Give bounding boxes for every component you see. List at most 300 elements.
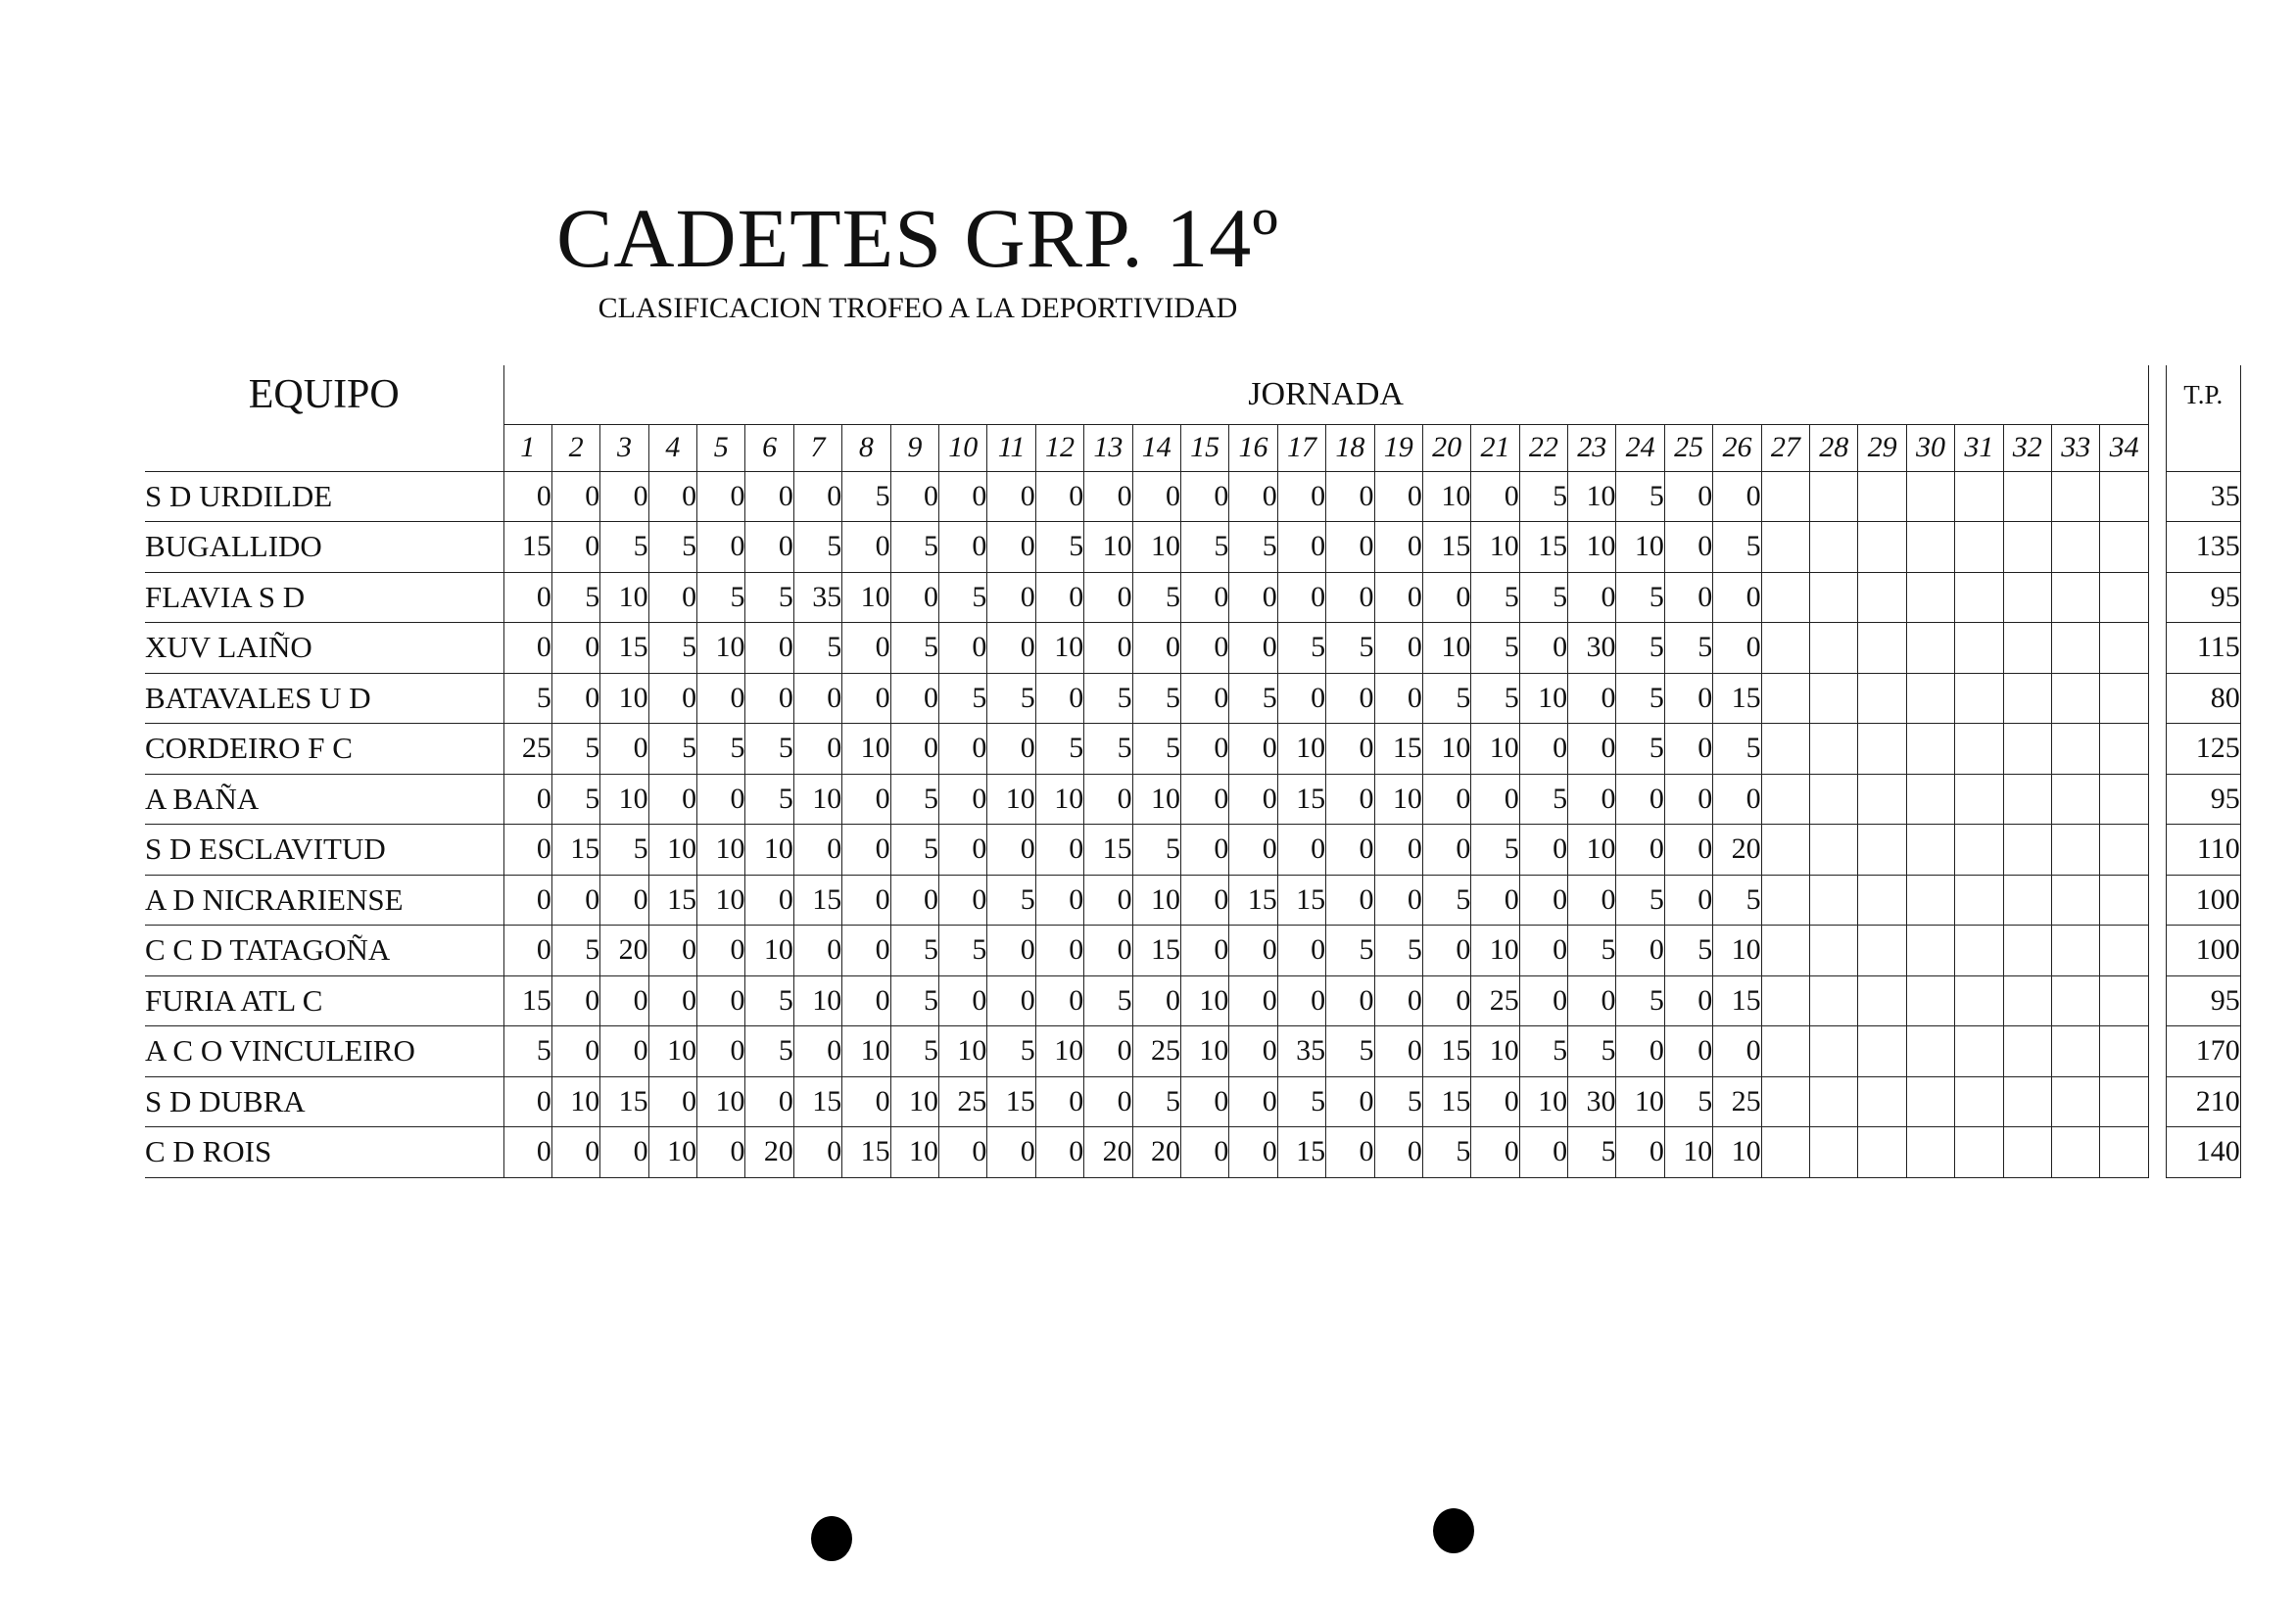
score-cell: 0 — [987, 522, 1035, 573]
round-number-header: 21 — [1471, 424, 1519, 471]
score-cell — [2100, 875, 2148, 926]
score-cell — [2052, 673, 2100, 724]
score-cell — [1858, 673, 1906, 724]
score-cell: 0 — [1519, 1127, 1567, 1178]
score-cell: 0 — [1180, 1076, 1228, 1127]
score-cell: 0 — [745, 875, 793, 926]
score-cell: 0 — [697, 522, 745, 573]
score-cell: 0 — [1277, 471, 1325, 522]
team-name: C D ROIS — [145, 1127, 503, 1178]
row-gap — [2148, 975, 2166, 1026]
score-cell: 0 — [503, 572, 551, 623]
total-points-cell: 95 — [2166, 572, 2240, 623]
score-cell: 0 — [697, 1127, 745, 1178]
score-cell: 5 — [842, 471, 890, 522]
score-cell: 5 — [745, 724, 793, 775]
score-cell: 5 — [745, 1026, 793, 1077]
score-cell: 5 — [551, 926, 599, 976]
score-cell: 0 — [551, 623, 599, 674]
score-cell: 10 — [1132, 522, 1180, 573]
score-cell: 0 — [1374, 1127, 1422, 1178]
score-cell: 0 — [1229, 724, 1277, 775]
score-cell: 10 — [1471, 724, 1519, 775]
round-number-header: 25 — [1664, 424, 1712, 471]
score-cell — [1858, 724, 1906, 775]
score-cell: 0 — [1568, 572, 1616, 623]
score-cell: 0 — [1664, 825, 1712, 876]
score-cell: 5 — [745, 774, 793, 825]
score-cell: 15 — [1422, 522, 1470, 573]
score-cell: 0 — [1277, 926, 1325, 976]
score-cell: 5 — [1713, 724, 1761, 775]
score-cell: 5 — [1713, 522, 1761, 573]
score-cell — [2052, 975, 2100, 1026]
score-cell — [1906, 825, 1954, 876]
score-cell: 10 — [745, 926, 793, 976]
score-cell: 0 — [939, 825, 987, 876]
rounds-column-header: JORNADA — [503, 365, 2148, 424]
score-cell: 10 — [1422, 471, 1470, 522]
team-name: BATAVALES U D — [145, 673, 503, 724]
score-cell: 20 — [745, 1127, 793, 1178]
score-cell: 0 — [1374, 825, 1422, 876]
score-cell: 15 — [600, 1076, 648, 1127]
round-number-header: 30 — [1906, 424, 1954, 471]
score-cell: 0 — [1326, 825, 1374, 876]
score-cell: 0 — [551, 471, 599, 522]
score-cell: 5 — [1664, 1076, 1712, 1127]
score-cell: 0 — [503, 875, 551, 926]
score-cell — [2003, 724, 2051, 775]
score-cell: 10 — [745, 825, 793, 876]
header-gap — [2148, 365, 2166, 424]
total-points-cell: 95 — [2166, 774, 2240, 825]
table-row — [145, 875, 2240, 926]
round-number-header: 27 — [1761, 424, 1809, 471]
score-cell: 20 — [1713, 825, 1761, 876]
score-cell — [1858, 926, 1906, 976]
round-number-header: 22 — [1519, 424, 1567, 471]
team-name: A BAÑA — [145, 774, 503, 825]
score-cell: 0 — [648, 673, 696, 724]
row-gap — [2148, 774, 2166, 825]
round-number-header: 9 — [890, 424, 938, 471]
total-points-cell: 80 — [2166, 673, 2240, 724]
score-cell: 15 — [1519, 522, 1567, 573]
score-cell — [2100, 471, 2148, 522]
punch-hole — [1433, 1508, 1474, 1553]
score-cell: 0 — [987, 825, 1035, 876]
round-number-header: 1 — [503, 424, 551, 471]
score-cell: 0 — [1035, 673, 1083, 724]
score-cell — [2052, 1026, 2100, 1077]
score-cell: 5 — [1229, 522, 1277, 573]
score-cell — [1810, 926, 1858, 976]
round-number-header: 24 — [1616, 424, 1664, 471]
score-cell: 10 — [1132, 774, 1180, 825]
score-cell: 10 — [1519, 673, 1567, 724]
score-cell — [2003, 673, 2051, 724]
score-cell: 10 — [551, 1076, 599, 1127]
score-cell: 0 — [1664, 875, 1712, 926]
team-name: FLAVIA S D — [145, 572, 503, 623]
score-cell: 0 — [1229, 623, 1277, 674]
score-cell: 0 — [1568, 774, 1616, 825]
score-cell: 0 — [1326, 572, 1374, 623]
score-cell: 0 — [1713, 471, 1761, 522]
score-cell: 0 — [1084, 623, 1132, 674]
score-cell: 10 — [1374, 774, 1422, 825]
score-cell: 5 — [1035, 724, 1083, 775]
score-cell: 0 — [600, 1026, 648, 1077]
score-cell: 0 — [1616, 926, 1664, 976]
score-cell: 0 — [551, 975, 599, 1026]
score-cell: 10 — [1713, 926, 1761, 976]
score-cell: 0 — [939, 774, 987, 825]
score-cell: 0 — [1664, 572, 1712, 623]
score-cell: 15 — [1713, 975, 1761, 1026]
score-cell: 0 — [1229, 1026, 1277, 1077]
score-cell — [1906, 623, 1954, 674]
score-cell: 5 — [503, 1026, 551, 1077]
score-cell: 0 — [1035, 572, 1083, 623]
score-cell: 0 — [551, 875, 599, 926]
score-cell — [1761, 471, 1809, 522]
score-cell: 0 — [600, 875, 648, 926]
score-cell — [1955, 825, 2003, 876]
score-cell: 0 — [1422, 572, 1470, 623]
score-cell: 0 — [1664, 1026, 1712, 1077]
score-cell: 10 — [1568, 825, 1616, 876]
row-gap — [2148, 572, 2166, 623]
score-cell: 10 — [842, 572, 890, 623]
table-row — [145, 471, 2240, 522]
score-cell: 5 — [1616, 623, 1664, 674]
score-cell: 0 — [1713, 623, 1761, 674]
score-cell: 15 — [503, 975, 551, 1026]
score-cell: 0 — [1326, 1076, 1374, 1127]
total-points-cell: 135 — [2166, 522, 2240, 573]
score-cell: 15 — [1374, 724, 1422, 775]
score-cell: 5 — [1568, 1026, 1616, 1077]
score-cell: 0 — [503, 774, 551, 825]
score-cell: 5 — [1616, 724, 1664, 775]
score-cell: 5 — [503, 673, 551, 724]
score-cell — [1906, 673, 1954, 724]
score-cell: 5 — [1616, 975, 1664, 1026]
score-cell — [2003, 572, 2051, 623]
score-cell: 5 — [890, 623, 938, 674]
score-cell: 0 — [600, 1127, 648, 1178]
score-cell: 5 — [1084, 673, 1132, 724]
score-cell: 10 — [697, 623, 745, 674]
score-cell: 0 — [1229, 975, 1277, 1026]
team-column-header: EQUIPO — [248, 372, 400, 417]
score-cell — [2003, 875, 2051, 926]
score-cell: 0 — [1471, 1076, 1519, 1127]
score-cell — [2100, 572, 2148, 623]
score-cell: 10 — [890, 1076, 938, 1127]
table-row — [145, 825, 2240, 876]
score-cell: 0 — [939, 623, 987, 674]
score-cell: 0 — [1084, 774, 1132, 825]
score-cell: 0 — [648, 975, 696, 1026]
score-cell — [1810, 471, 1858, 522]
score-cell: 10 — [793, 774, 841, 825]
score-cell: 15 — [793, 1076, 841, 1127]
score-cell — [2003, 825, 2051, 876]
score-cell: 5 — [1180, 522, 1228, 573]
score-cell — [1810, 673, 1858, 724]
score-cell: 0 — [842, 975, 890, 1026]
score-cell: 5 — [939, 673, 987, 724]
table-row — [145, 572, 2240, 623]
total-points-cell: 170 — [2166, 1026, 2240, 1077]
score-cell — [1810, 875, 1858, 926]
score-cell: 0 — [1519, 825, 1567, 876]
score-cell: 15 — [1277, 875, 1325, 926]
score-cell: 5 — [1471, 572, 1519, 623]
score-cell: 5 — [793, 623, 841, 674]
score-cell — [1761, 875, 1809, 926]
score-cell: 0 — [793, 471, 841, 522]
score-cell — [1906, 471, 1954, 522]
table-row — [145, 1127, 2240, 1178]
score-cell — [1810, 774, 1858, 825]
score-cell: 0 — [1519, 975, 1567, 1026]
round-number-header: 26 — [1713, 424, 1761, 471]
row-gap — [2148, 1127, 2166, 1178]
row-gap — [2148, 522, 2166, 573]
score-cell: 0 — [890, 875, 938, 926]
score-cell: 5 — [1084, 975, 1132, 1026]
score-cell: 0 — [1084, 875, 1132, 926]
score-cell: 0 — [1035, 1076, 1083, 1127]
score-cell: 5 — [1374, 1076, 1422, 1127]
score-cell: 0 — [697, 975, 745, 1026]
score-cell — [1810, 724, 1858, 775]
score-cell: 0 — [987, 1127, 1035, 1178]
score-cell: 15 — [1277, 774, 1325, 825]
score-cell — [1761, 774, 1809, 825]
table-row — [145, 774, 2240, 825]
score-cell: 10 — [648, 825, 696, 876]
score-cell: 0 — [1422, 926, 1470, 976]
score-cell: 5 — [1519, 1026, 1567, 1077]
score-cell: 20 — [600, 926, 648, 976]
score-cell — [2052, 471, 2100, 522]
table-row — [145, 724, 2240, 775]
score-cell — [2052, 825, 2100, 876]
score-cell: 0 — [1326, 471, 1374, 522]
score-cell: 0 — [1664, 774, 1712, 825]
score-cell: 0 — [1422, 975, 1470, 1026]
score-cell — [2052, 724, 2100, 775]
score-cell: 0 — [842, 875, 890, 926]
score-cell — [2003, 926, 2051, 976]
round-number-header: 12 — [1035, 424, 1083, 471]
score-cell: 0 — [1229, 572, 1277, 623]
score-cell: 0 — [1180, 572, 1228, 623]
score-cell: 0 — [939, 1127, 987, 1178]
round-number-header: 29 — [1858, 424, 1906, 471]
score-cell: 0 — [1664, 522, 1712, 573]
score-cell: 5 — [987, 875, 1035, 926]
score-cell: 10 — [1713, 1127, 1761, 1178]
score-cell: 10 — [1616, 1076, 1664, 1127]
score-cell: 0 — [1180, 1127, 1228, 1178]
score-cell: 10 — [1084, 522, 1132, 573]
score-cell — [2052, 926, 2100, 976]
score-cell — [2100, 1026, 2148, 1077]
score-cell: 0 — [1084, 1076, 1132, 1127]
score-cell: 10 — [1180, 975, 1228, 1026]
score-cell: 0 — [697, 926, 745, 976]
score-cell: 0 — [1132, 623, 1180, 674]
score-cell: 0 — [1132, 975, 1180, 1026]
score-cell: 5 — [1471, 825, 1519, 876]
score-cell: 0 — [1277, 522, 1325, 573]
score-cell: 0 — [503, 623, 551, 674]
score-cell: 0 — [793, 724, 841, 775]
score-cell — [1810, 825, 1858, 876]
score-cell: 10 — [939, 1026, 987, 1077]
score-cell — [1906, 875, 1954, 926]
score-cell: 5 — [939, 572, 987, 623]
score-cell: 35 — [793, 572, 841, 623]
score-cell: 0 — [987, 471, 1035, 522]
score-cell: 0 — [648, 1076, 696, 1127]
team-name: S D ESCLAVITUD — [145, 825, 503, 876]
score-cell: 10 — [1035, 1026, 1083, 1077]
round-number-header: 20 — [1422, 424, 1470, 471]
score-cell: 10 — [1471, 926, 1519, 976]
score-cell: 5 — [1277, 623, 1325, 674]
score-cell — [2100, 1127, 2148, 1178]
score-cell: 10 — [1471, 522, 1519, 573]
score-cell: 15 — [842, 1127, 890, 1178]
score-cell: 5 — [1132, 825, 1180, 876]
round-number-header: 33 — [2052, 424, 2100, 471]
score-cell — [1906, 572, 1954, 623]
score-cell: 0 — [793, 1127, 841, 1178]
score-cell — [1761, 724, 1809, 775]
score-cell: 0 — [1519, 926, 1567, 976]
score-cell — [1810, 522, 1858, 573]
score-cell: 0 — [551, 1127, 599, 1178]
round-number-header: 10 — [939, 424, 987, 471]
score-cell: 25 — [1713, 1076, 1761, 1127]
score-cell: 0 — [987, 975, 1035, 1026]
score-cell: 0 — [1277, 975, 1325, 1026]
round-number-header: 2 — [551, 424, 599, 471]
round-number-header: 34 — [2100, 424, 2148, 471]
score-cell: 15 — [987, 1076, 1035, 1127]
score-cell — [1810, 623, 1858, 674]
score-cell — [2100, 926, 2148, 976]
score-cell — [2003, 1076, 2051, 1127]
score-cell: 10 — [842, 1026, 890, 1077]
score-cell: 0 — [1229, 1127, 1277, 1178]
score-cell: 15 — [1229, 875, 1277, 926]
score-cell: 5 — [1422, 875, 1470, 926]
score-cell — [1955, 975, 2003, 1026]
score-cell: 15 — [1277, 1127, 1325, 1178]
row-gap — [2148, 825, 2166, 876]
score-cell — [1955, 875, 2003, 926]
score-cell — [1955, 522, 2003, 573]
score-cell — [2052, 1127, 2100, 1178]
score-cell: 0 — [1326, 522, 1374, 573]
score-cell — [1858, 825, 1906, 876]
team-header-cell — [145, 424, 503, 471]
score-cell: 0 — [551, 1026, 599, 1077]
score-cell — [1858, 522, 1906, 573]
score-cell: 0 — [1035, 825, 1083, 876]
team-name: A C O VINCULEIRO — [145, 1026, 503, 1077]
table-row — [145, 975, 2240, 1026]
row-gap — [2148, 724, 2166, 775]
score-cell: 0 — [1035, 1127, 1083, 1178]
round-number-header: 31 — [1955, 424, 2003, 471]
row-gap — [2148, 1026, 2166, 1077]
score-cell: 10 — [697, 875, 745, 926]
team-name: A D NICRARIENSE — [145, 875, 503, 926]
score-cell: 0 — [1180, 673, 1228, 724]
score-cell: 5 — [1422, 1127, 1470, 1178]
round-number-header: 15 — [1180, 424, 1228, 471]
score-cell — [1810, 572, 1858, 623]
score-cell: 10 — [600, 673, 648, 724]
score-cell: 0 — [987, 926, 1035, 976]
row-gap — [2148, 623, 2166, 674]
score-cell: 5 — [890, 1026, 938, 1077]
score-cell: 15 — [551, 825, 599, 876]
score-cell: 0 — [1568, 975, 1616, 1026]
score-cell: 0 — [939, 522, 987, 573]
score-cell: 0 — [1180, 825, 1228, 876]
total-points-cell: 210 — [2166, 1076, 2240, 1127]
row-gap — [2148, 1076, 2166, 1127]
score-cell: 0 — [890, 572, 938, 623]
team-name: S D DUBRA — [145, 1076, 503, 1127]
score-cell: 0 — [1180, 623, 1228, 674]
score-cell: 5 — [1326, 1026, 1374, 1077]
round-number-header: 14 — [1132, 424, 1180, 471]
score-cell: 10 — [648, 1127, 696, 1178]
score-cell: 10 — [1422, 623, 1470, 674]
score-cell: 5 — [551, 724, 599, 775]
score-cell: 0 — [1229, 1076, 1277, 1127]
score-cell: 0 — [842, 673, 890, 724]
score-cell: 10 — [697, 1076, 745, 1127]
score-cell: 10 — [1568, 471, 1616, 522]
score-cell — [1955, 673, 2003, 724]
score-cell: 0 — [842, 522, 890, 573]
standings-table — [145, 365, 2241, 1178]
score-cell: 0 — [1326, 1127, 1374, 1178]
score-cell: 15 — [1713, 673, 1761, 724]
score-cell: 0 — [1374, 471, 1422, 522]
score-cell: 0 — [1277, 673, 1325, 724]
score-cell — [1761, 1026, 1809, 1077]
round-number-header: 5 — [697, 424, 745, 471]
score-cell: 5 — [600, 825, 648, 876]
score-cell — [2003, 774, 2051, 825]
score-cell: 5 — [551, 572, 599, 623]
score-cell — [1906, 724, 1954, 775]
score-cell: 0 — [1180, 724, 1228, 775]
